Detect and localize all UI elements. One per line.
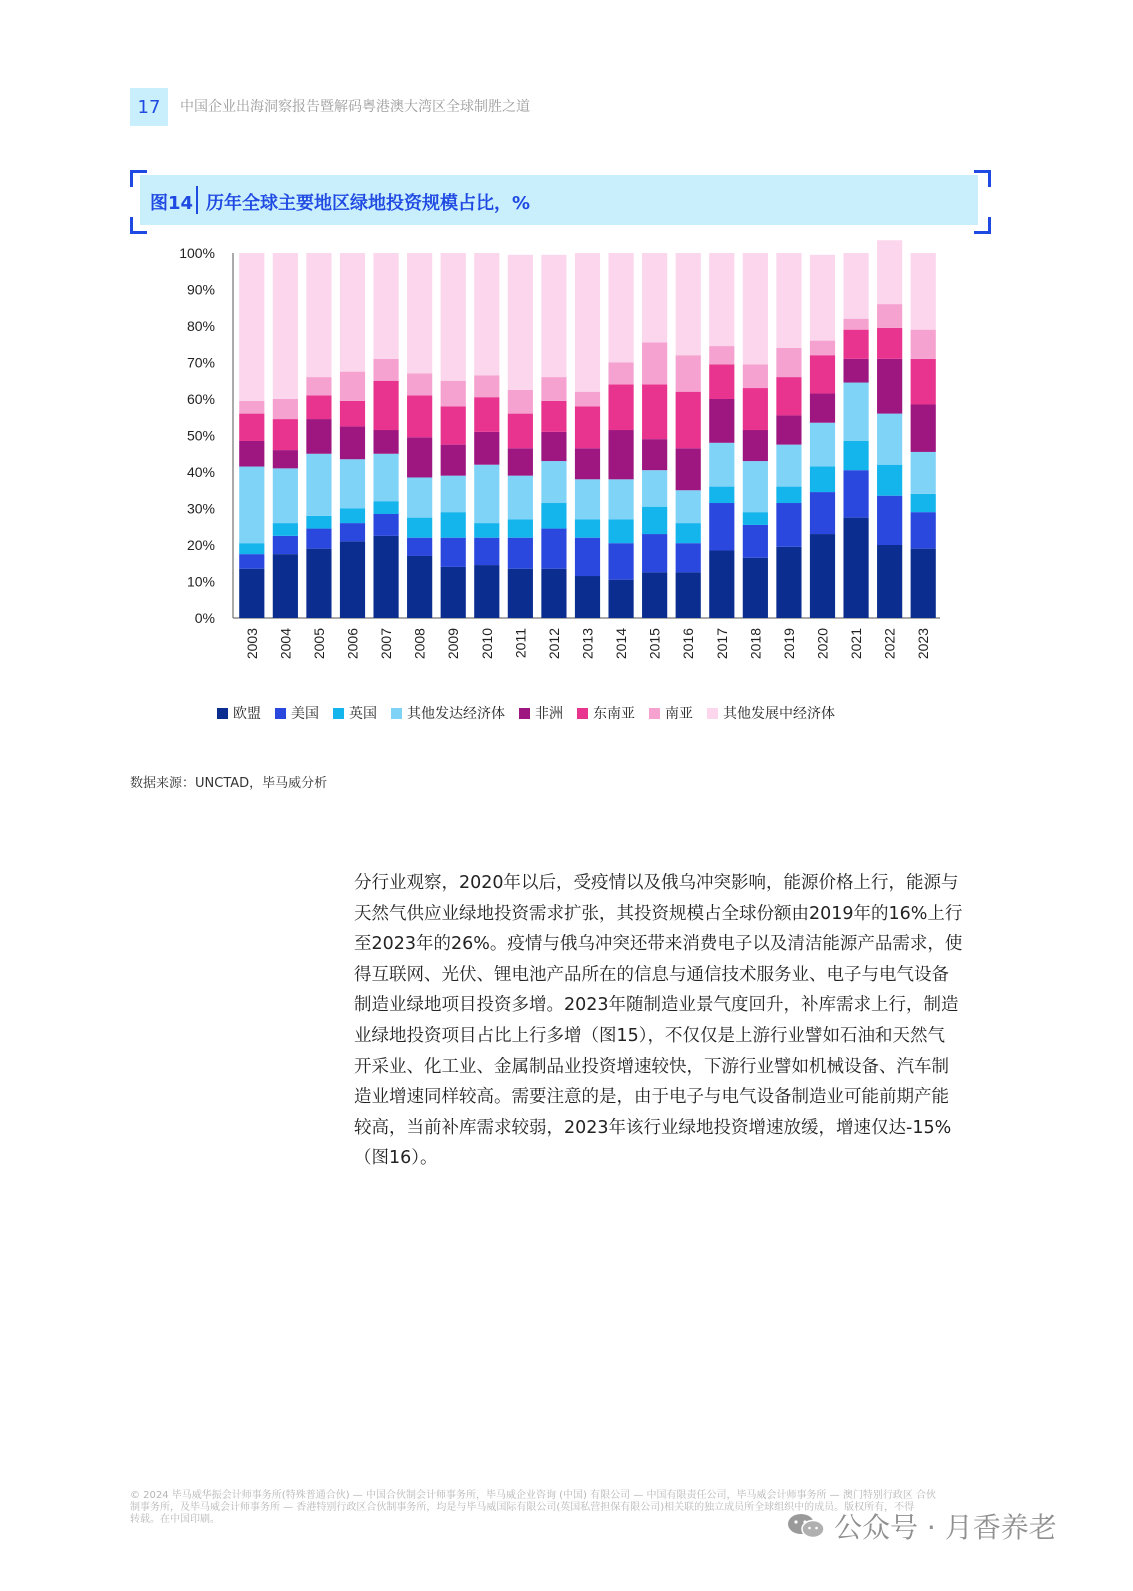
legend-swatch (649, 708, 660, 719)
bar-segment (575, 576, 600, 618)
x-tick-label: 2004 (277, 628, 294, 660)
bar-segment (474, 538, 499, 565)
bar-segment (911, 330, 936, 359)
bar-segment (642, 470, 667, 507)
bar-segment (373, 381, 398, 430)
bar-segment (877, 414, 902, 465)
body-line: 开采业、化工业、金属制品业投资增速较快，下游行业譬如机械设备、汽车制 (354, 1056, 949, 1077)
bar-segment (911, 494, 936, 512)
y-tick-label: 90% (186, 281, 215, 298)
bar-segment (676, 448, 701, 490)
bar-segment (474, 465, 499, 523)
bar-segment (911, 253, 936, 330)
bar-segment (709, 550, 734, 618)
bar-segment (810, 255, 835, 341)
body-line: 制造业绿地项目投资多增。2023年随制造业景气度回升，补库需求上行，制造 (354, 995, 959, 1016)
legend-label: 其他发展中经济体 (723, 706, 835, 722)
bar-segment (642, 507, 667, 534)
y-tick-label: 0% (194, 610, 215, 626)
bar-segment (676, 572, 701, 618)
bar-segment (743, 388, 768, 430)
bar-segment (642, 534, 667, 572)
bar-segment (407, 556, 432, 618)
bar-segment (306, 419, 331, 454)
bar-segment (776, 547, 801, 618)
bar-segment (340, 459, 365, 508)
legend-item (391, 703, 505, 723)
bar-segment (810, 423, 835, 467)
bar-segment (877, 359, 902, 414)
bar-segment (541, 401, 566, 432)
bar-segment (776, 253, 801, 348)
bar-segment (441, 476, 466, 513)
bar-segment (508, 390, 533, 414)
body-line: 较高，当前补库需求较弱，2023年该行业绿地投资增速放缓，增速仅达-15% (354, 1117, 952, 1138)
bar-segment (743, 430, 768, 461)
bar-segment (608, 430, 633, 479)
y-tick-label: 50% (186, 427, 215, 444)
data-source: 数据来源：UNCTAD，毕马威分析 (130, 776, 328, 791)
x-tick-label: 2012 (545, 628, 562, 660)
bar-segment (407, 253, 432, 373)
y-tick-label: 70% (186, 354, 215, 371)
bar-segment (373, 430, 398, 454)
bar-segment (877, 240, 902, 304)
bar-segment (474, 253, 499, 375)
bar-segment (239, 441, 264, 467)
legend-label: 其他发达经济体 (407, 706, 505, 722)
bar-segment (373, 536, 398, 618)
bar-segment (608, 363, 633, 385)
bar-segment (575, 538, 600, 576)
body-line: 天然气供应业绿地投资需求扩张，其投资规模占全球份额由2019年的16%上行 (354, 903, 963, 924)
x-tick-label: 2015 (646, 628, 663, 660)
bar-segment (810, 534, 835, 618)
bracket-corner (130, 217, 147, 234)
bar-segment (474, 375, 499, 397)
bar-segment (709, 253, 734, 346)
x-tick-label: 2020 (814, 628, 831, 660)
bracket-corner (974, 170, 991, 187)
bar-segment (877, 304, 902, 328)
bar-segment (743, 253, 768, 364)
bar-segment (239, 554, 264, 569)
x-tick-label: 2014 (613, 628, 630, 660)
bar-segment (273, 399, 298, 419)
bar-segment (541, 461, 566, 503)
bar-segment (306, 253, 331, 377)
legend-label: 欧盟 (233, 706, 261, 722)
bar-segment (843, 383, 868, 441)
bar-segment (743, 512, 768, 525)
page-number: 17 (130, 88, 168, 126)
bar-segment (776, 415, 801, 444)
bar-segment (373, 359, 398, 381)
legend-swatch (577, 708, 588, 719)
legend-swatch (217, 708, 228, 719)
legend-item (707, 703, 835, 723)
bar-segment (508, 569, 533, 618)
bar-segment (373, 514, 398, 536)
bar-segment (575, 479, 600, 519)
bar-segment (575, 519, 600, 537)
bar-segment (810, 467, 835, 493)
bar-segment (911, 549, 936, 618)
bar-segment (474, 565, 499, 618)
bar-segment (642, 439, 667, 470)
bar-segment (810, 341, 835, 356)
y-tick-label: 60% (186, 391, 215, 407)
x-tick-label: 2016 (680, 628, 697, 660)
bar-segment (810, 394, 835, 423)
body-line: （图16）。 (354, 1148, 438, 1169)
bar-segment (373, 501, 398, 514)
bar-segment (441, 445, 466, 476)
bar-segment (843, 359, 868, 383)
footer-line: © 2024 毕马威华振会计师事务所(特殊普通合伙) — 中国合伙制会计师事务所，毕马威企业咨询 (中国) 有限公司 — 中国有限责任公司，毕马威会计师事务所 — 澳门特别行政区 合伙 (130, 1490, 937, 1501)
bar-segment (709, 346, 734, 364)
bar-segment (474, 523, 499, 538)
x-tick-label: 2009 (445, 628, 462, 660)
bar-segment (843, 518, 868, 618)
body-line: 业绿地投资项目占比上行多增（图15），不仅仅是上游行业譬如石油和天然气 (354, 1025, 946, 1046)
bar-segment (709, 364, 734, 399)
bar-segment (340, 541, 365, 618)
bar-segment (911, 404, 936, 451)
bar-segment (575, 448, 600, 479)
bar-segment (776, 445, 801, 487)
legend-item (519, 703, 563, 723)
bar-segment (508, 255, 533, 390)
bar-segment (441, 381, 466, 407)
bar-segment (340, 372, 365, 401)
bar-segment (273, 450, 298, 468)
legend-swatch (707, 708, 718, 719)
bar-segment (877, 545, 902, 618)
body-line: 得互联网、光伏、锂电池产品所在的信息与通信技术服务业、电子与电气设备 (354, 964, 949, 985)
bar-segment (709, 503, 734, 550)
body-paragraph (354, 868, 994, 1174)
bar-segment (776, 377, 801, 415)
x-tick-label: 2008 (411, 628, 428, 660)
bar-segment (642, 253, 667, 342)
bar-segment (407, 373, 432, 395)
bar-segment (508, 538, 533, 569)
chart-legend (217, 703, 835, 723)
x-tick-label: 2017 (713, 628, 730, 660)
bar-segment (541, 569, 566, 618)
bracket-corner (130, 170, 147, 187)
x-tick-label: 2023 (915, 628, 932, 660)
bar-segment (642, 384, 667, 439)
bar-segment (273, 468, 298, 523)
bar-segment (340, 509, 365, 524)
bar-segment (306, 395, 331, 419)
bar-segment (508, 476, 533, 520)
bar-segment (676, 490, 701, 523)
x-tick-label: 2010 (478, 628, 495, 660)
bar-segment (575, 253, 600, 392)
bar-segment (441, 567, 466, 618)
legend-swatch (391, 708, 402, 719)
bar-segment (911, 359, 936, 405)
bar-segment (911, 512, 936, 549)
bar-segment (541, 529, 566, 569)
bar-segment (340, 253, 365, 372)
wechat-icon (786, 1511, 826, 1541)
bar-segment (373, 253, 398, 359)
x-tick-label: 2018 (747, 628, 764, 660)
bar-segment (743, 461, 768, 512)
bar-segment (608, 253, 633, 363)
bar-segment (709, 487, 734, 503)
bar-segment (441, 253, 466, 381)
legend-label: 东南亚 (593, 706, 635, 722)
bar-segment (239, 253, 264, 401)
legend-swatch (333, 708, 344, 719)
bar-segment (877, 496, 902, 545)
bar-segment (877, 328, 902, 359)
bar-segment (239, 414, 264, 441)
bar-segment (810, 355, 835, 393)
bar-segment (709, 399, 734, 443)
bar-segment (306, 549, 331, 618)
bar-segment (541, 432, 566, 461)
bar-segment (474, 432, 499, 465)
bar-segment (743, 364, 768, 388)
legend-label: 英国 (349, 706, 377, 722)
bar-segment (676, 392, 701, 449)
bar-segment (407, 538, 432, 556)
bar-segment (407, 395, 432, 437)
x-tick-label: 2003 (243, 628, 260, 660)
bar-segment (273, 253, 298, 399)
x-tick-label: 2011 (512, 628, 529, 659)
figure-title-divider (196, 186, 198, 214)
bar-segment (306, 377, 331, 395)
y-tick-label: 100% (179, 245, 215, 261)
legend-label: 非洲 (535, 706, 563, 722)
bar-segment (843, 441, 868, 470)
bar-segment (843, 330, 868, 359)
bar-segment (911, 452, 936, 494)
watermark-text: 公众号 · 月香养老 (834, 1511, 1057, 1544)
legend-label: 南亚 (665, 706, 693, 722)
bar-segment (508, 519, 533, 537)
bar-segment (743, 558, 768, 618)
legend-item (577, 703, 635, 723)
bar-segment (239, 543, 264, 554)
bar-segment (843, 470, 868, 517)
x-tick-label: 2007 (378, 628, 395, 660)
bar-segment (239, 401, 264, 414)
footer-line: 制事务所，及毕马威会计师事务所 — 香港特别行政区合伙制事务所，均是与毕马威国际有限公司(英国私营担保有限公司)相关联的独立成员所全球组织中的成员。版权所有，不得 (130, 1502, 915, 1513)
bar-segment (407, 477, 432, 517)
bar-segment (642, 572, 667, 618)
bar-segment (306, 529, 331, 549)
bar-segment (373, 454, 398, 501)
bar-segment (608, 519, 633, 543)
bar-segment (743, 525, 768, 558)
bar-segment (877, 465, 902, 496)
bar-segment (306, 454, 331, 516)
bar-segment (676, 253, 701, 355)
bar-segment (843, 253, 868, 319)
y-tick-label: 40% (186, 464, 215, 480)
y-tick-label: 10% (186, 573, 215, 590)
watermark (786, 1506, 1057, 1546)
bar-segment (340, 426, 365, 459)
figure-label: 图14 (150, 193, 194, 214)
bar-segment (273, 554, 298, 618)
bar-segment (709, 443, 734, 487)
legend-swatch (275, 708, 286, 719)
bar-segment (441, 406, 466, 444)
x-tick-label: 2013 (579, 628, 596, 660)
bar-segment (441, 512, 466, 538)
body-line: 分行业观察，2020年以后，受疫情以及俄乌冲突影响，能源价格上行，能源与 (354, 873, 959, 893)
bar-segment (474, 397, 499, 432)
x-tick-label: 2022 (881, 628, 898, 660)
legend-swatch (519, 708, 530, 719)
y-tick-label: 30% (186, 500, 215, 517)
bar-segment (541, 255, 566, 377)
bar-segment (340, 523, 365, 541)
bar-segment (541, 377, 566, 401)
x-tick-label: 2021 (848, 628, 865, 660)
bar-segment (273, 419, 298, 450)
bar-segment (541, 503, 566, 529)
bar-segment (676, 523, 701, 543)
bar-segment (676, 355, 701, 392)
bar-segment (776, 503, 801, 547)
body-line: 至2023年的26%。疫情与俄乌冲突还带来消费电子以及清洁能源产品需求，使 (354, 934, 963, 955)
bar-segment (407, 437, 432, 477)
bar-segment (608, 479, 633, 519)
body-line: 造业增速同样较高。需要注意的是，由于电子与电气设备制造业可能前期产能 (354, 1087, 949, 1108)
running-header: 中国企业出海洞察报告暨解码粤港澳大湾区全球制胜之道 (180, 99, 530, 115)
bar-segment (843, 319, 868, 330)
bar-segment (239, 569, 264, 618)
x-tick-label: 2006 (344, 628, 361, 660)
legend-item (275, 703, 319, 723)
bar-segment (776, 348, 801, 377)
bar-segment (608, 543, 633, 580)
bar-segment (776, 487, 801, 503)
bar-segment (239, 467, 264, 544)
bar-segment (608, 384, 633, 430)
bar-segment (306, 516, 331, 529)
bar-segment (575, 406, 600, 448)
bar-segment (273, 523, 298, 536)
bar-segment (676, 543, 701, 572)
legend-item (649, 703, 693, 723)
y-tick-label: 80% (186, 318, 215, 334)
legend-item (217, 703, 261, 723)
bar-segment (575, 392, 600, 407)
bar-segment (642, 342, 667, 384)
x-tick-label: 2019 (780, 628, 797, 660)
bar-segment (608, 580, 633, 618)
x-tick-label: 2005 (310, 628, 327, 660)
bar-segment (273, 536, 298, 554)
bar-segment (441, 538, 466, 567)
bracket-corner (974, 217, 991, 234)
legend-item (333, 703, 377, 723)
stacked-bar-chart (150, 240, 950, 685)
bar-segment (508, 448, 533, 475)
bar-segment (810, 492, 835, 534)
bar-segment (407, 518, 432, 538)
bar-segment (340, 401, 365, 427)
figure-title: 历年全球主要地区绿地投资规模占比，% (206, 193, 531, 214)
y-tick-label: 20% (186, 537, 215, 553)
bar-segment (508, 414, 533, 449)
footer-line: 转载。在中国印刷。 (130, 1514, 220, 1525)
legend-label: 美国 (291, 706, 319, 722)
